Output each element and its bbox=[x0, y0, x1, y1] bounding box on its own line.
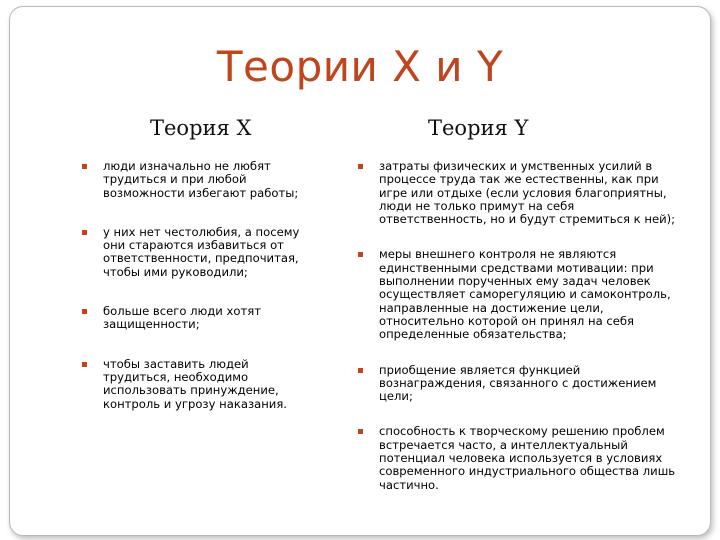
bullet-icon bbox=[82, 230, 87, 235]
list-item bbox=[358, 248, 683, 341]
list-item bbox=[82, 305, 314, 332]
list-item bbox=[82, 160, 314, 200]
list-item-text: приобщение является функцией вознаграждения, связанного с достижением цели; bbox=[379, 362, 657, 404]
list-item bbox=[358, 425, 683, 491]
bullet-icon bbox=[358, 368, 363, 373]
theory-x-heading: Теория X bbox=[150, 116, 252, 140]
list-item-text: способность к творческому решению проблем встречается часто, а интеллектуальный потенциал человека используется в условиях современного индустриального общества лишь частично. bbox=[379, 424, 676, 492]
bullet-icon bbox=[82, 309, 87, 314]
list-item-text: затраты физических и умственных усилий в процессе труда так же естественны, как при игре или отдыхе (если условия благоприятны, люди не только примут на себя ответственность, но и будут стремиться к ней); bbox=[379, 159, 676, 227]
list-item-text: у них нет честолюбия, а посему они стараются избавиться от ответственности, предпочитая, чтобы ими руководили; bbox=[103, 224, 300, 279]
slide-title: Теории X и Y bbox=[216, 42, 504, 91]
theory-y-list bbox=[358, 160, 683, 492]
theory-x-list bbox=[82, 160, 314, 411]
list-item-text: чтобы заставить людей трудиться, необходимо использовать принуждение, контроль и угрозу наказания. bbox=[103, 356, 287, 411]
list-item-text: больше всего люди хотят защищенности; bbox=[103, 304, 261, 332]
list-item bbox=[358, 364, 683, 404]
list-item bbox=[358, 160, 683, 226]
theory-y-heading: Теория Y bbox=[428, 116, 529, 140]
list-item bbox=[82, 358, 314, 411]
list-item bbox=[82, 226, 314, 279]
bullet-icon bbox=[358, 429, 363, 434]
bullet-icon bbox=[82, 164, 87, 169]
bullet-icon bbox=[358, 252, 363, 257]
list-item-text: меры внешнего контроля не являются единственными средствами мотивации: при выполнении порученных ему задач человек осуществляет саморегуляцию и самоконтроль, направленные на достижение цели, относительно которой он принял на себя определенные обязательства; bbox=[379, 247, 671, 342]
bullet-icon bbox=[358, 164, 363, 169]
list-item-text: люди изначально не любят трудиться и при любой возможности избегают работы; bbox=[103, 159, 299, 200]
bullet-icon bbox=[82, 362, 87, 367]
